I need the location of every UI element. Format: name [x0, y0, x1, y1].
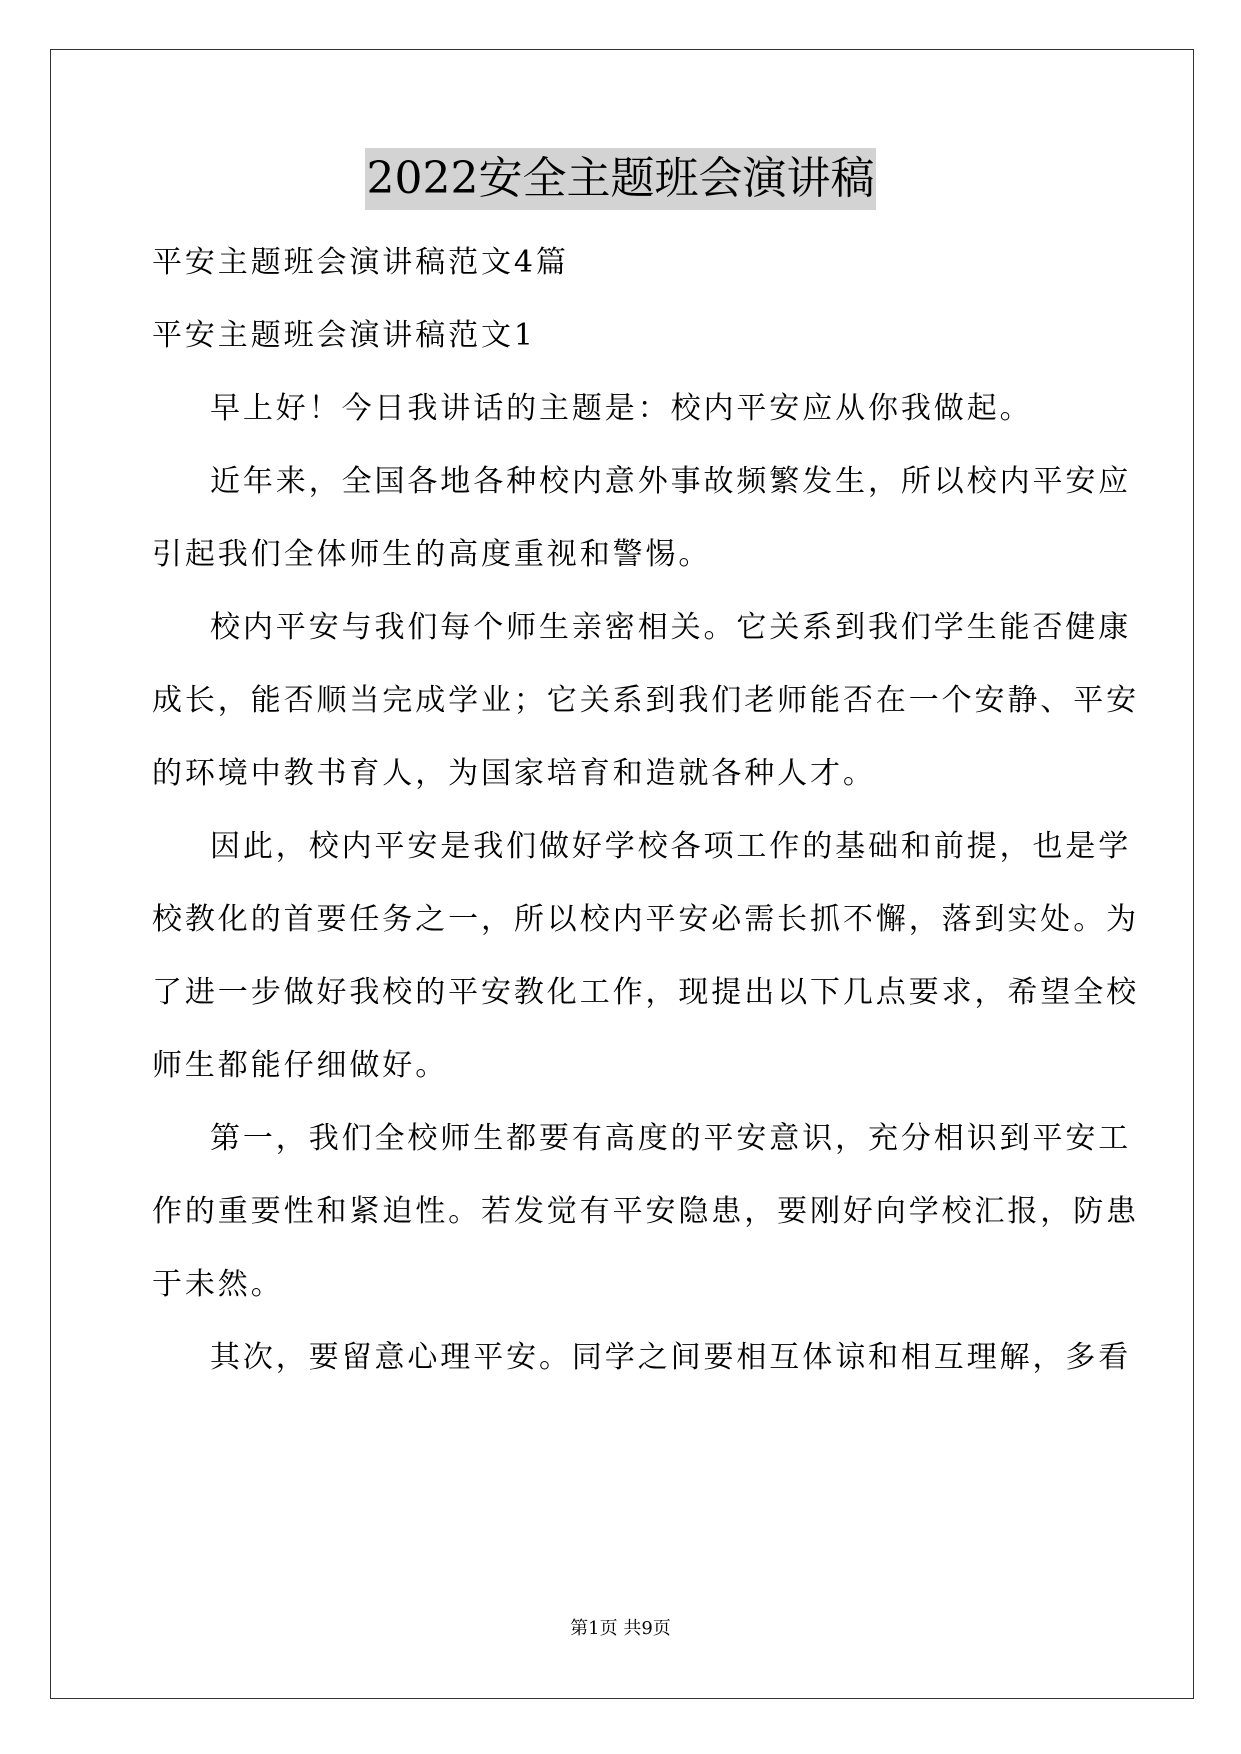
paragraph-line: 因此，校内平安是我们做好学校各项工作的基础和前提，也是学: [210, 829, 1132, 864]
paragraph-line: 第一，我们全校师生都要有高度的平安意识，充分相识到平安工: [210, 1121, 1132, 1156]
paragraph-line: 近年来，全国各地各种校内意外事故频繁发生，所以校内平安应: [210, 464, 1132, 499]
section-heading: 平安主题班会演讲稿范文1: [152, 318, 536, 353]
page-border: [50, 49, 1194, 1699]
title-container: [0, 148, 1241, 210]
paragraph-line: 于未然。: [152, 1267, 284, 1302]
page-number-footer: 第1页 共9页: [570, 1618, 671, 1639]
paragraph-line: 早上好！今日我讲话的主题是：校内平安应从你我做起。: [210, 391, 1033, 426]
paragraph-line: 其次，要留意心理平安。同学之间要相互体谅和相互理解，多看: [210, 1340, 1132, 1375]
paragraph-line: 校教化的首要任务之一，所以校内平安必需长抓不懈，落到实处。为: [152, 902, 1139, 937]
paragraph-line: 成长，能否顺当完成学业；它关系到我们老师能否在一个安静、平安: [152, 683, 1139, 718]
paragraph-line: 的环境中教书育人，为国家培育和造就各种人才。: [152, 756, 876, 791]
paragraph-line: 师生都能仔细做好。: [152, 1048, 449, 1083]
document-title: 2022安全主题班会演讲稿: [365, 148, 877, 210]
paragraph-line: 作的重要性和紧迫性。若发觉有平安隐患，要刚好向学校汇报，防患: [152, 1194, 1139, 1229]
paragraph-line: 引起我们全体师生的高度重视和警惕。: [152, 537, 712, 572]
subtitle-line: 平安主题班会演讲稿范文4篇: [152, 245, 569, 280]
paragraph-line: 校内平安与我们每个师生亲密相关。它关系到我们学生能否健康: [210, 610, 1132, 645]
paragraph-line: 了进一步做好我校的平安教化工作，现提出以下几点要求，希望全校: [152, 975, 1139, 1010]
